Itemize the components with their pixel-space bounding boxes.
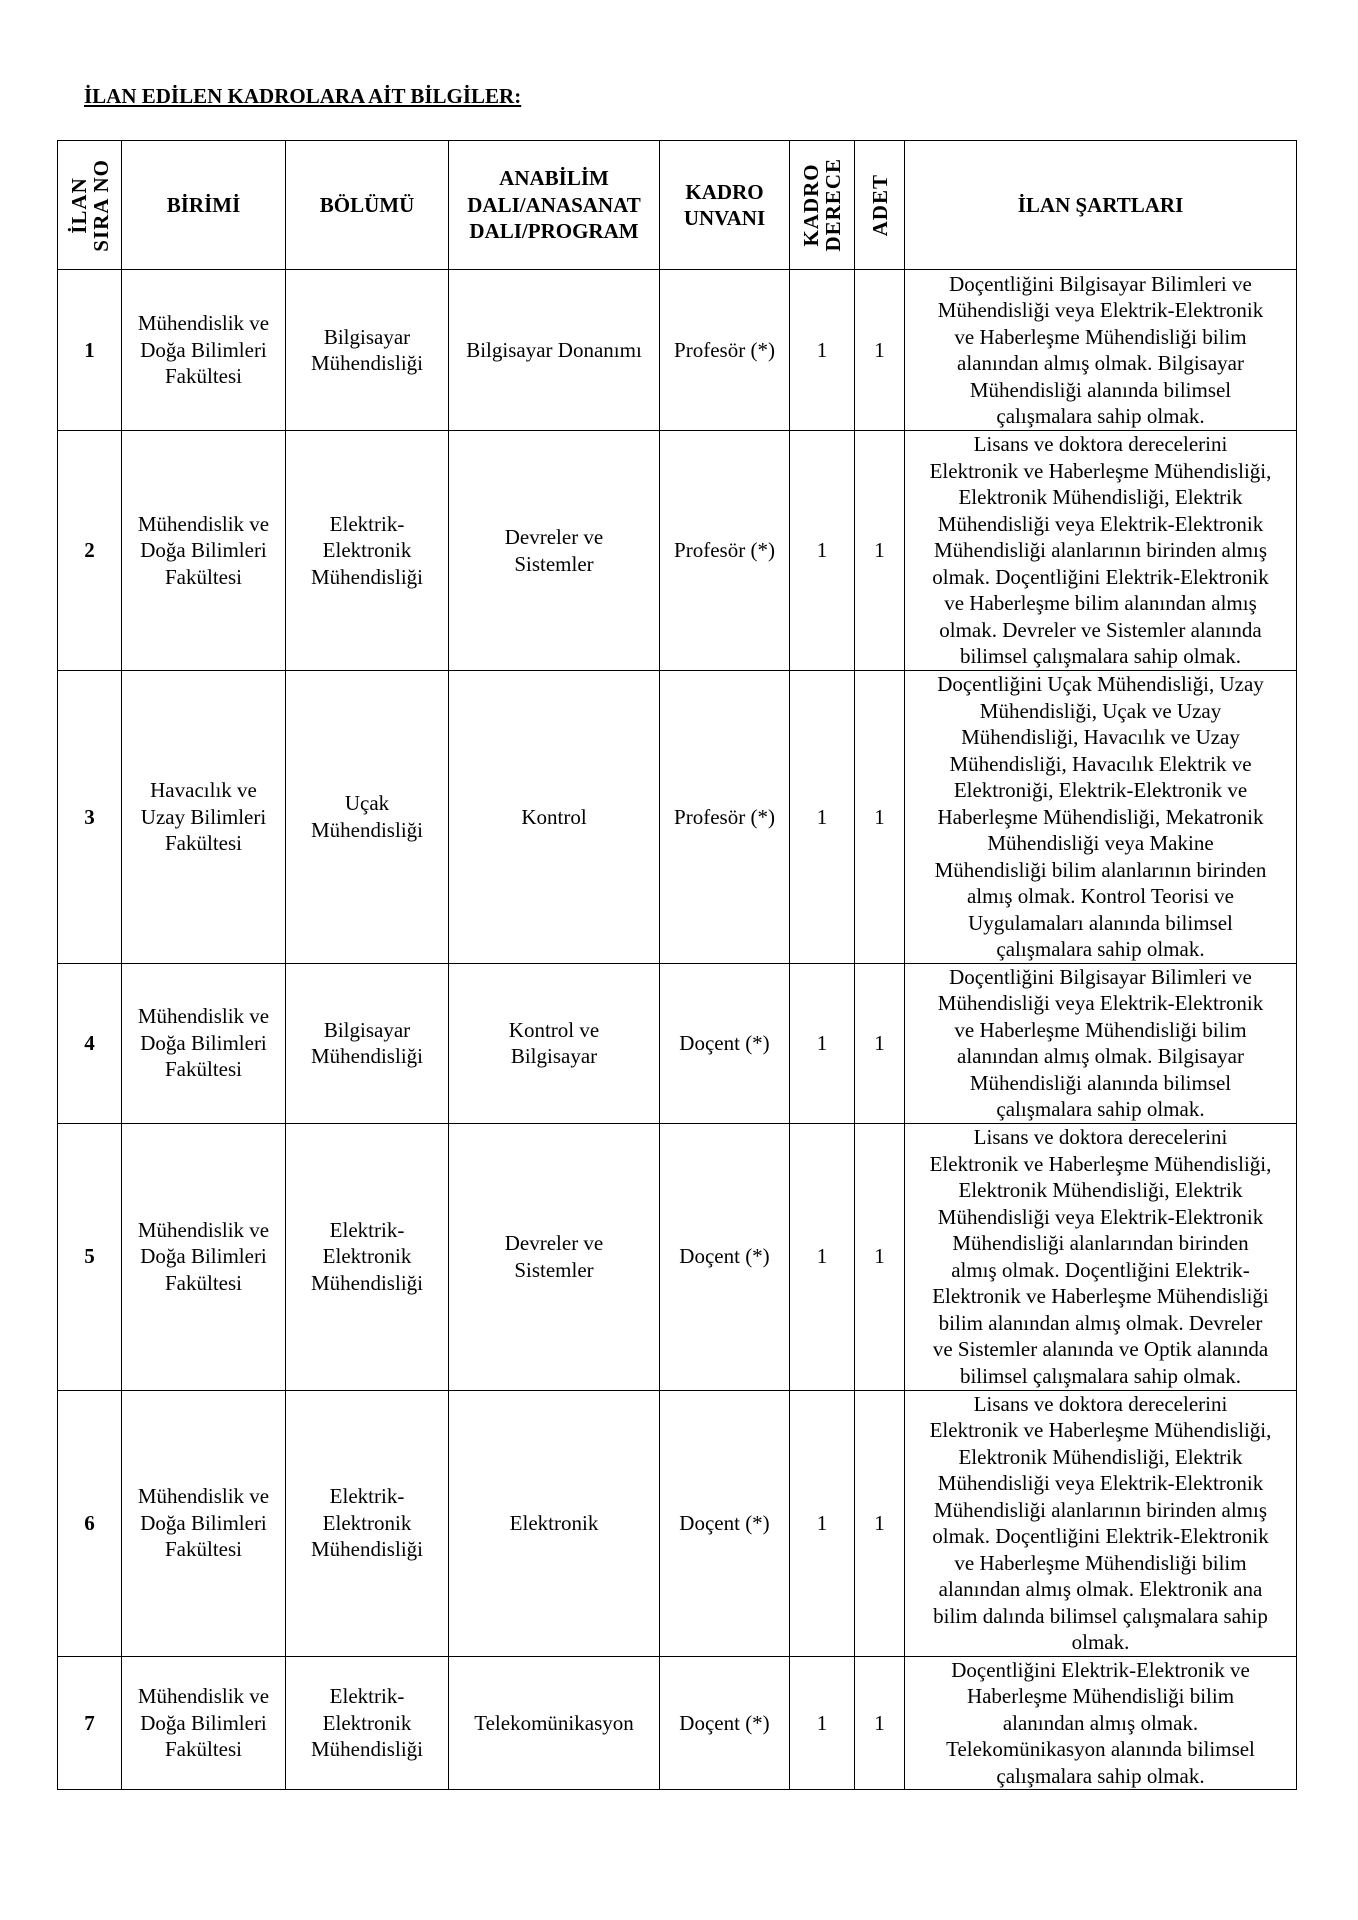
cell-anabilim: Bilgisayar Donanımı xyxy=(449,270,660,431)
cell-unvan: Doçent (*) xyxy=(660,1390,790,1656)
cell-bolum: Elektrik- Elektronik Mühendisliği xyxy=(286,1390,449,1656)
header-adet-label: ADET xyxy=(867,173,892,237)
cell-bolum: Uçak Mühendisliği xyxy=(286,671,449,964)
table-row xyxy=(58,1123,1297,1390)
row-number: 2 xyxy=(58,431,122,671)
cell-adet: 1 xyxy=(855,1390,905,1656)
table-row xyxy=(58,671,1297,964)
cell-bolum: Elektrik- Elektronik Mühendisliği xyxy=(286,431,449,671)
header-sartlar: İLAN ŞARTLARI xyxy=(905,141,1297,270)
table-row xyxy=(58,963,1297,1123)
cell-derece: 1 xyxy=(790,270,855,431)
cell-derece: 1 xyxy=(790,431,855,671)
cell-anabilim: Elektronik xyxy=(449,1390,660,1656)
cell-birim: Mühendislik ve Doğa Bilimleri Fakültesi xyxy=(122,963,286,1123)
header-row xyxy=(58,141,1297,270)
cell-adet: 1 xyxy=(855,431,905,671)
cell-adet: 1 xyxy=(855,1656,905,1790)
cell-birim: Mühendislik ve Doğa Bilimleri Fakültesi xyxy=(122,431,286,671)
header-derece-label: KADRO DERECE xyxy=(799,158,845,252)
cell-bolum: Elektrik- Elektronik Mühendisliği xyxy=(286,1123,449,1390)
row-number: 7 xyxy=(58,1656,122,1790)
header-anabilim: ANABİLİM DALI/ANASANAT DALI/PROGRAM xyxy=(449,141,660,270)
cell-unvan: Doçent (*) xyxy=(660,1656,790,1790)
cell-sartlar: Lisans ve doktora derecelerini Elektronik ve Haberleşme Mühendisliği, Elektronik Mühendisliği, Elektrik Mühendisliği veya Elektrik-Elektronik Mühendisliği alanlarının birinden almış olmak. Doçentliğini Elektrik-Elektronik ve Haberleşme Mühendisliği bilim alanından almış olmak. Elektronik ana bilim dalında bilimsel çalışmalara sahip olmak. xyxy=(905,1390,1297,1656)
table-row xyxy=(58,1390,1297,1656)
header-bolum: BÖLÜMÜ xyxy=(286,141,449,270)
row-number: 6 xyxy=(58,1390,122,1656)
positions-table xyxy=(57,140,1297,1790)
header-sira-no xyxy=(58,141,122,270)
table-row xyxy=(58,1656,1297,1790)
cell-sartlar: Doçentliğini Uçak Mühendisliği, Uzay Mühendisliği, Uçak ve Uzay Mühendisliği, Havacılık ve Uzay Mühendisliği, Havacılık Elektrik ve Elektroniği, Elektrik-Elektronik ve Haberleşme Mühendisliği, Mekatronik Mühendisliği veya Makine Mühendisliği bilim alanlarının birinden almış olmak. Kontrol Teorisi ve Uygulamaları alanında bilimsel çalışmalara sahip olmak. xyxy=(905,671,1297,964)
cell-adet: 1 xyxy=(855,671,905,964)
page-title: İLAN EDİLEN KADROLARA AİT BİLGİLER: xyxy=(84,84,522,108)
cell-unvan: Profesör (*) xyxy=(660,671,790,964)
cell-birim: Mühendislik ve Doğa Bilimleri Fakültesi xyxy=(122,1390,286,1656)
cell-unvan: Doçent (*) xyxy=(660,963,790,1123)
cell-adet: 1 xyxy=(855,1123,905,1390)
cell-anabilim: Kontrol ve Bilgisayar xyxy=(449,963,660,1123)
cell-anabilim: Devreler ve Sistemler xyxy=(449,431,660,671)
header-birim: BİRİMİ xyxy=(122,141,286,270)
cell-anabilim: Devreler ve Sistemler xyxy=(449,1123,660,1390)
header-derece xyxy=(790,141,855,270)
cell-unvan: Profesör (*) xyxy=(660,431,790,671)
cell-derece: 1 xyxy=(790,671,855,964)
cell-sartlar: Lisans ve doktora derecelerini Elektronik ve Haberleşme Mühendisliği, Elektronik Mühendisliği, Elektrik Mühendisliği veya Elektrik-Elektronik Mühendisliği alanlarından birinden almış olmak. Doçentliğini Elektrik- Elektronik ve Haberleşme Mühendisliği bilim alanından almış olmak. Devreler ve Sistemler alanında ve Optik alanında bilimsel çalışmalara sahip olmak. xyxy=(905,1123,1297,1390)
cell-bolum: Elektrik- Elektronik Mühendisliği xyxy=(286,1656,449,1790)
cell-bolum: Bilgisayar Mühendisliği xyxy=(286,270,449,431)
cell-derece: 1 xyxy=(790,1390,855,1656)
cell-birim: Mühendislik ve Doğa Bilimleri Fakültesi xyxy=(122,1123,286,1390)
row-number: 1 xyxy=(58,270,122,431)
row-number: 4 xyxy=(58,963,122,1123)
cell-birim: Mühendislik ve Doğa Bilimleri Fakültesi xyxy=(122,1656,286,1790)
cell-unvan: Profesör (*) xyxy=(660,270,790,431)
cell-bolum: Bilgisayar Mühendisliği xyxy=(286,963,449,1123)
cell-derece: 1 xyxy=(790,963,855,1123)
header-sira-label: İLAN SIRA NO xyxy=(66,158,113,252)
cell-sartlar: Doçentliğini Elektrik-Elektronik ve Haberleşme Mühendisliği bilim alanından almış olmak. Telekomünikasyon alanında bilimsel çalışmalara sahip olmak. xyxy=(905,1656,1297,1790)
table-row xyxy=(58,270,1297,431)
cell-derece: 1 xyxy=(790,1123,855,1390)
header-unvan: KADRO UNVANI xyxy=(660,141,790,270)
cell-sartlar: Doçentliğini Bilgisayar Bilimleri ve Mühendisliği veya Elektrik-Elektronik ve Haberleşme Mühendisliği bilim alanından almış olmak. Bilgisayar Mühendisliği alanında bilimsel çalışmalara sahip olmak. xyxy=(905,963,1297,1123)
cell-birim: Havacılık ve Uzay Bilimleri Fakültesi xyxy=(122,671,286,964)
cell-derece: 1 xyxy=(790,1656,855,1790)
header-adet xyxy=(855,141,905,270)
cell-unvan: Doçent (*) xyxy=(660,1123,790,1390)
cell-sartlar: Doçentliğini Bilgisayar Bilimleri ve Mühendisliği veya Elektrik-Elektronik ve Haberleşme Mühendisliği bilim alanından almış olmak. Bilgisayar Mühendisliği alanında bilimsel çalışmalara sahip olmak. xyxy=(905,270,1297,431)
row-number: 5 xyxy=(58,1123,122,1390)
cell-birim: Mühendislik ve Doğa Bilimleri Fakültesi xyxy=(122,270,286,431)
row-number: 3 xyxy=(58,671,122,964)
cell-adet: 1 xyxy=(855,270,905,431)
cell-anabilim: Kontrol xyxy=(449,671,660,964)
cell-sartlar: Lisans ve doktora derecelerini Elektronik ve Haberleşme Mühendisliği, Elektronik Mühendisliği, Elektrik Mühendisliği veya Elektrik-Elektronik Mühendisliği alanlarının birinden almış olmak. Doçentliğini Elektrik-Elektronik ve Haberleşme bilim alanından almış olmak. Devreler ve Sistemler alanında bilimsel çalışmalara sahip olmak. xyxy=(905,431,1297,671)
cell-anabilim: Telekomünikasyon xyxy=(449,1656,660,1790)
table-row xyxy=(58,431,1297,671)
cell-adet: 1 xyxy=(855,963,905,1123)
